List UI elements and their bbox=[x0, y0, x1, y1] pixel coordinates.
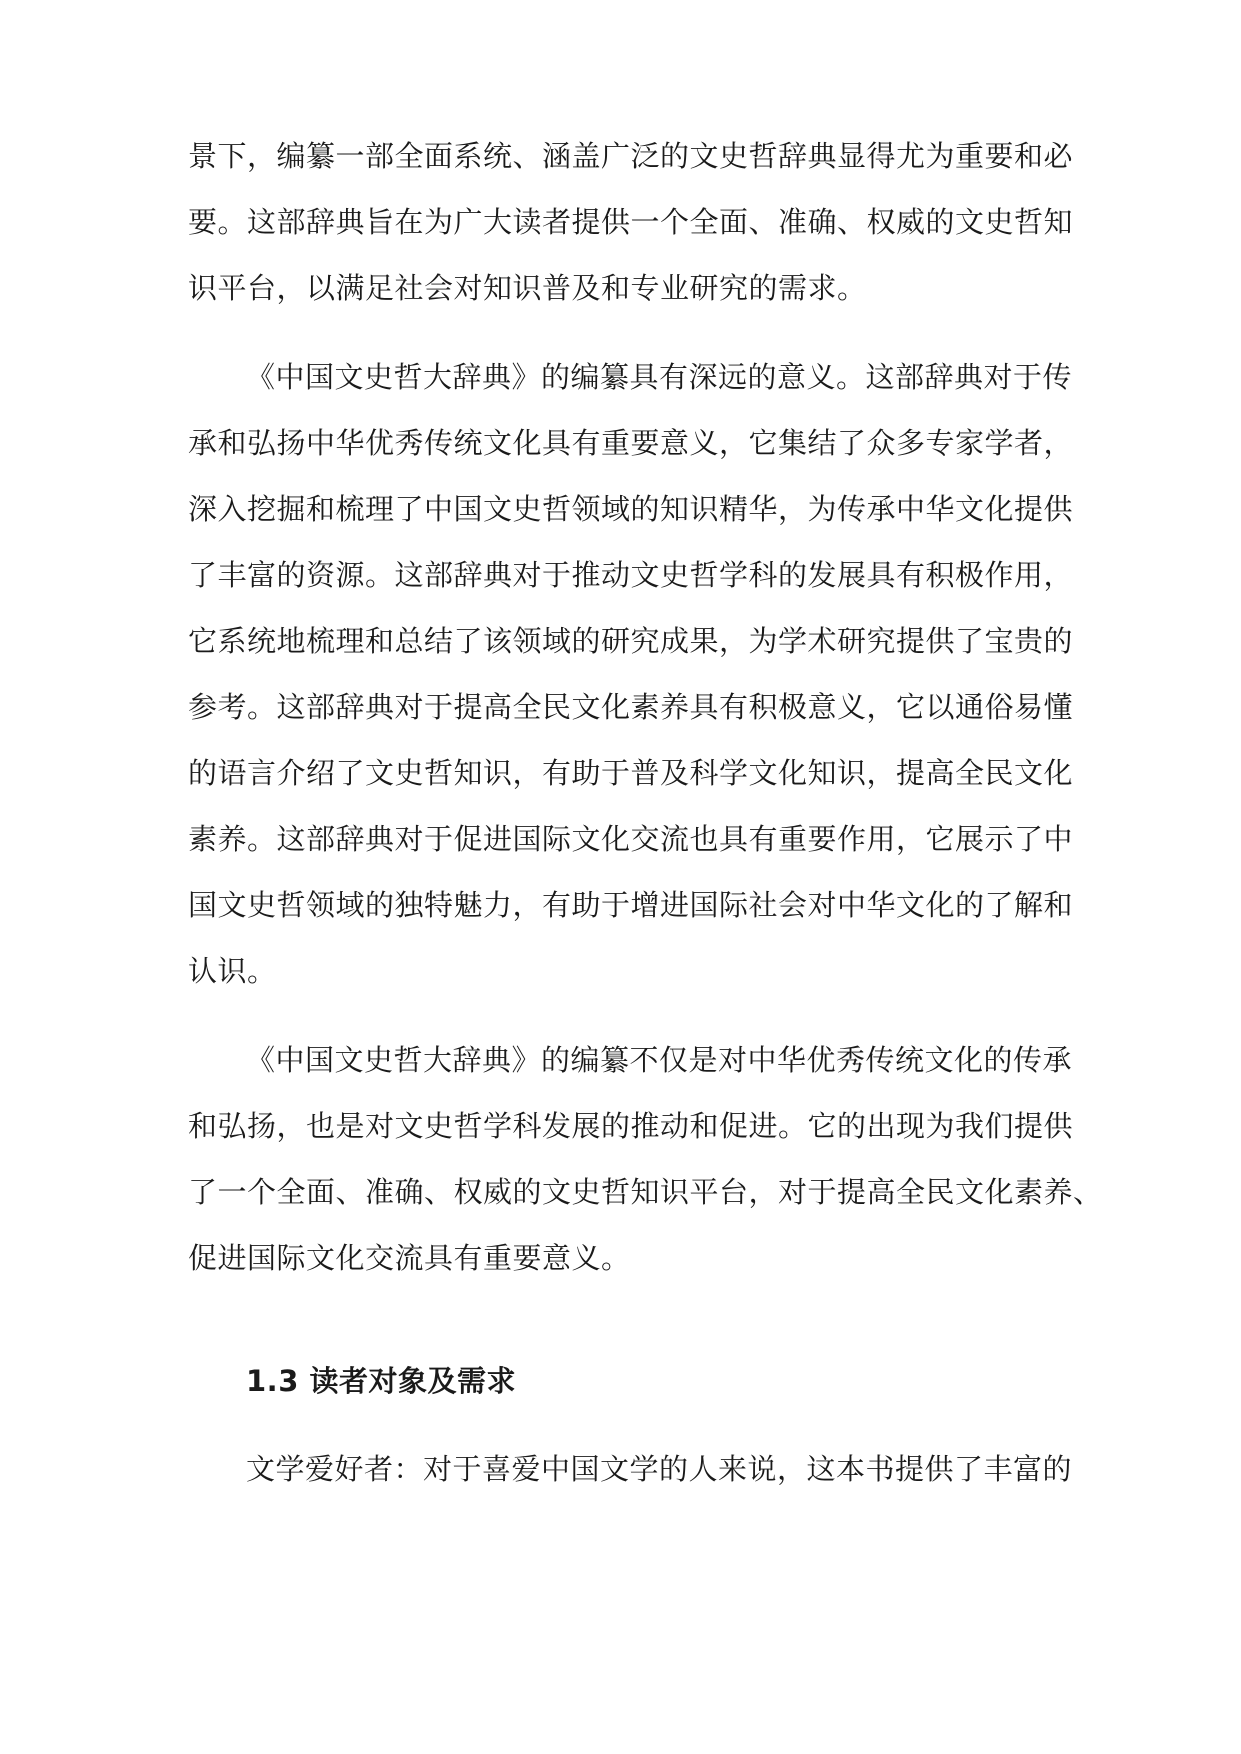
paragraph-line: 文学爱好者：对于喜爱中国文学的人来说，这本书提供了丰富的 bbox=[246, 1452, 1073, 1486]
paragraph-line: 的语言介绍了文史哲知识，有助于普及科学文化知识，提高全民文化 bbox=[188, 756, 1074, 790]
section-heading: 1.3 读者对象及需求 bbox=[246, 1364, 516, 1398]
paragraph-line: 景下，编纂一部全面系统、涵盖广泛的文史哲辞典显得尤为重要和必 bbox=[188, 139, 1074, 173]
paragraph-line: 和弘扬，也是对文史哲学科发展的推动和促进。它的出现为我们提供 bbox=[188, 1109, 1074, 1143]
paragraph-line: 要。这部辞典旨在为广大读者提供一个全面、准确、权威的文史哲知 bbox=[188, 205, 1074, 239]
paragraph-line: 了丰富的资源。这部辞典对于推动文史哲学科的发展具有积极作用， bbox=[188, 558, 1074, 592]
paragraph-line: 深入挖掘和梳理了中国文史哲领域的知识精华，为传承中华文化提供 bbox=[188, 492, 1074, 526]
paragraph-line: 认识。 bbox=[188, 954, 277, 988]
paragraph-line: 促进国际文化交流具有重要意义。 bbox=[188, 1241, 631, 1275]
paragraph-line: 素养。这部辞典对于促进国际文化交流也具有重要作用，它展示了中 bbox=[188, 822, 1074, 856]
paragraph-line: 《中国文史哲大辞典》的编纂具有深远的意义。这部辞典对于传 bbox=[246, 360, 1073, 394]
paragraph-line: 参考。这部辞典对于提高全民文化素养具有积极意义，它以通俗易懂 bbox=[188, 690, 1074, 724]
paragraph-line: 它系统地梳理和总结了该领域的研究成果，为学术研究提供了宝贵的 bbox=[188, 624, 1074, 658]
paragraph-line: 识平台，以满足社会对知识普及和专业研究的需求。 bbox=[188, 271, 867, 305]
paragraph-line: 承和弘扬中华优秀传统文化具有重要意义，它集结了众多专家学者， bbox=[188, 426, 1074, 460]
paragraph-line: 《中国文史哲大辞典》的编纂不仅是对中华优秀传统文化的传承 bbox=[246, 1043, 1073, 1077]
paragraph-line: 国文史哲领域的独特魅力，有助于增进国际社会对中华文化的了解和 bbox=[188, 888, 1074, 922]
paragraph-line: 了一个全面、准确、权威的文史哲知识平台，对于提高全民文化素养、 bbox=[188, 1175, 1103, 1209]
